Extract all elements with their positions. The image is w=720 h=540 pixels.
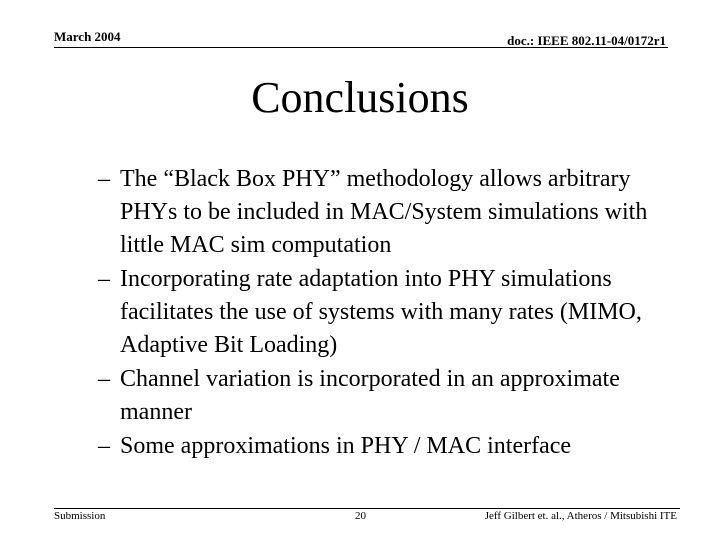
bullet-text: The “Black Box PHY” methodology allows arbitrary PHYs to be included in MAC/System simulations with little MAC sim computation xyxy=(120,166,648,258)
bullet-item xyxy=(98,163,678,262)
bullet-dash: – xyxy=(98,166,110,192)
bullet-text: Channel variation is incorporated in an approximate manner xyxy=(120,366,620,425)
bullet-dash: – xyxy=(98,266,110,292)
footer-authors: Jeff Gilbert et. al., Atheros / Mitsubishi ITE xyxy=(484,510,677,522)
header-date: March 2004 xyxy=(54,29,121,44)
bullet-item xyxy=(98,363,678,429)
header-divider xyxy=(54,47,668,48)
slide-title: Conclusions xyxy=(251,73,469,122)
bullet-item xyxy=(98,430,678,463)
bullet-dash: – xyxy=(98,366,110,392)
footer-submission: Submission xyxy=(54,510,106,522)
bullet-text: Incorporating rate adaptation into PHY simulations facilitates the use of systems with many rates (MIMO, Adaptive Bit Loading) xyxy=(120,266,642,358)
footer-divider xyxy=(54,508,680,509)
page-number: 20 xyxy=(355,510,366,522)
bullet-text: Some approximations in PHY / MAC interface xyxy=(120,433,572,459)
bullet-dash: – xyxy=(98,433,110,459)
bullet-item xyxy=(98,263,678,362)
bullet-list xyxy=(98,163,678,464)
header-doc-id: doc.: IEEE 802.11-04/0172r1 xyxy=(507,33,666,48)
